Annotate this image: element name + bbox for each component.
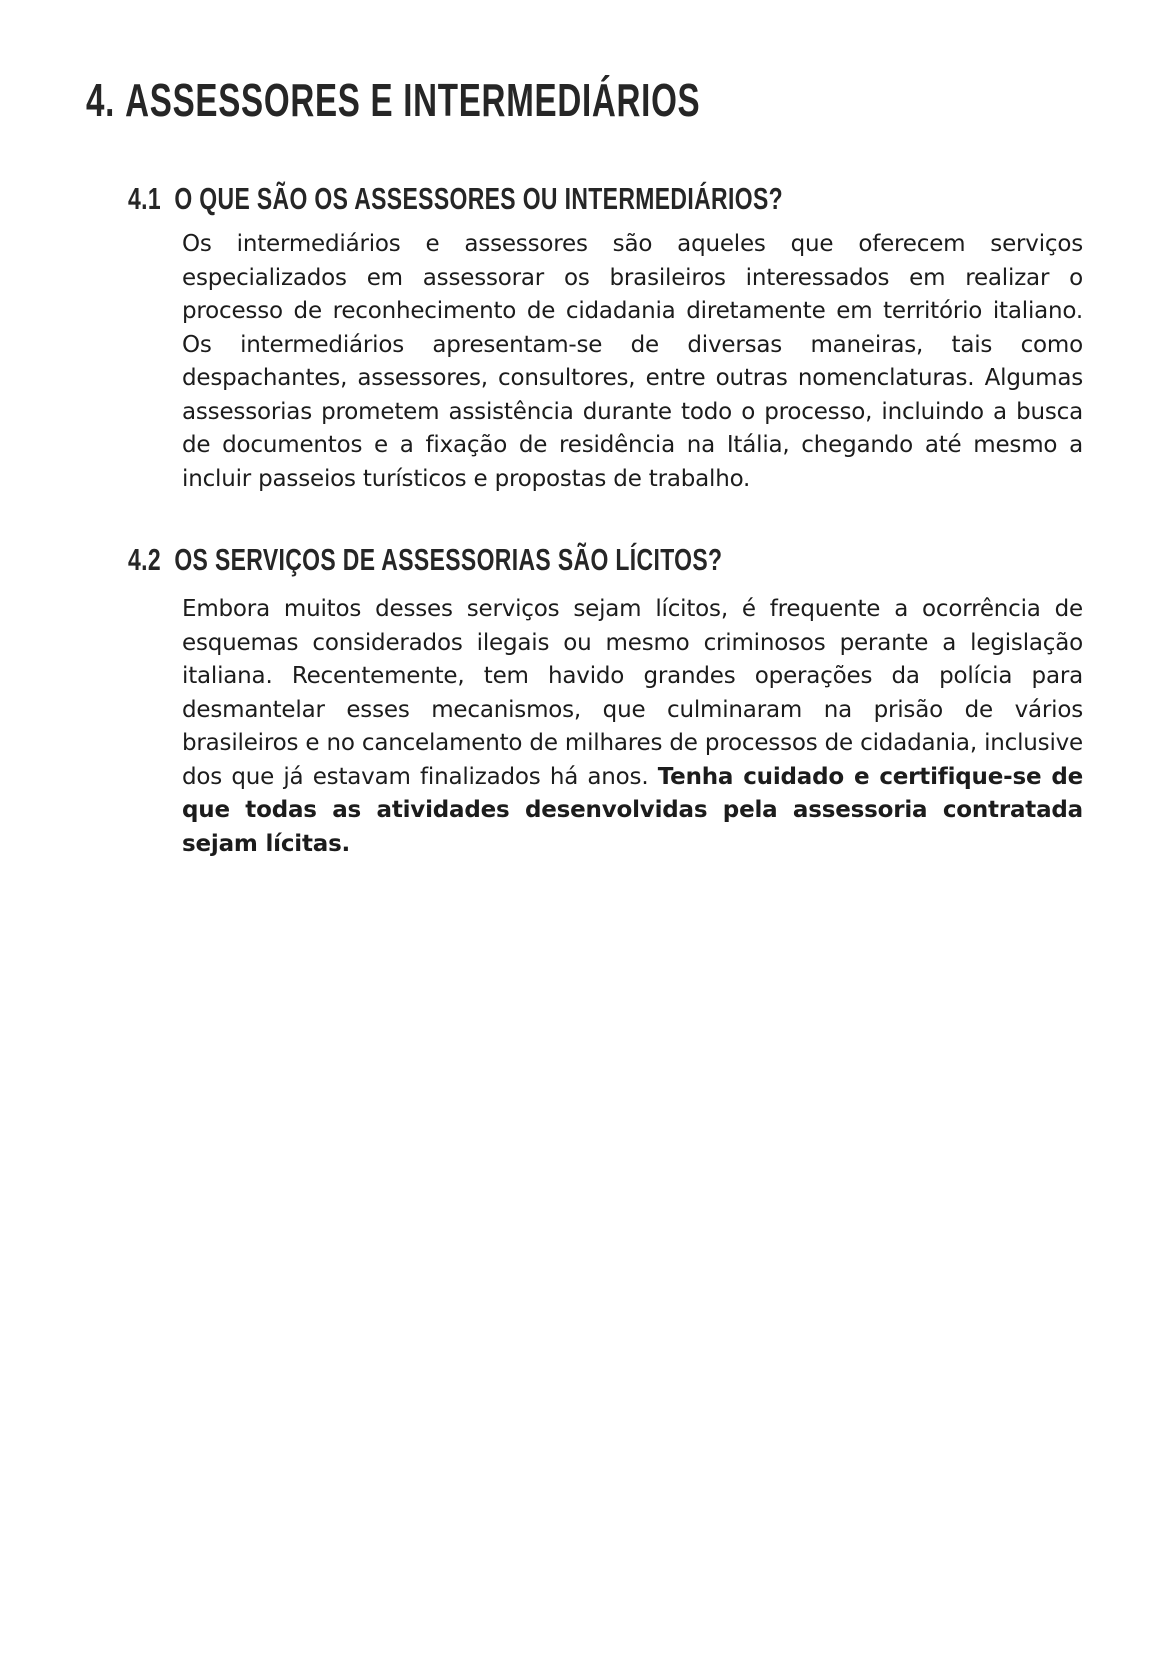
section-heading-4-2 [128,541,722,579]
section-heading-text: O QUE SÃO OS ASSESSORES OU INTERMEDIÁRIOS? [174,181,784,216]
section-heading-4-1 [128,180,783,218]
chapter-title-text: ASSESSORES E INTERMEDIÁRIOS [125,74,701,126]
section-paragraph-4-1: Os intermediários e assessores são aqueles que oferecem serviços especializados em assessorar os brasileiros interessados em realizar o processo de reconhecimento de cidadania diretamente em território italiano. Os intermediários apresentam-se de diversas maneiras, tais como despachantes, assessores, consultores, entre outras nomenclaturas. Algumas assessorias prometem assistência durante todo o processo, incluindo a busca de documentos e a fixação de residência na Itália, chegando até mesmo a incluir passeios turísticos e propostas de trabalho. [182,231,1083,492]
section-paragraph-4-2 [182,593,1083,861]
chapter-title [86,72,700,128]
paragraph-text: Embora muitos desses serviços sejam lícitos, é frequente a ocorrência de esquemas considerados ilegais ou mesmo criminosos perante a legislação italiana. Recentemente, tem havido grandes operações da polícia para desmantelar esses mecanismos, que culminaram na prisão de vários brasileiros e no cancelamento de milhares de processos de cidadania, inclusive dos que já estavam finalizados há anos. [182,596,1083,790]
section-heading-text: OS SERVIÇOS DE ASSESSORIAS SÃO LÍCITOS? [174,542,723,577]
warning-emphasis: Tenha cuidado e certifique-se de que todas as atividades desenvolvidas pela assessoria contratada sejam lícitas. [182,763,1084,857]
section-number: 4.1 [128,181,162,216]
chapter-number: 4. [86,74,116,126]
section-number: 4.2 [128,542,162,577]
